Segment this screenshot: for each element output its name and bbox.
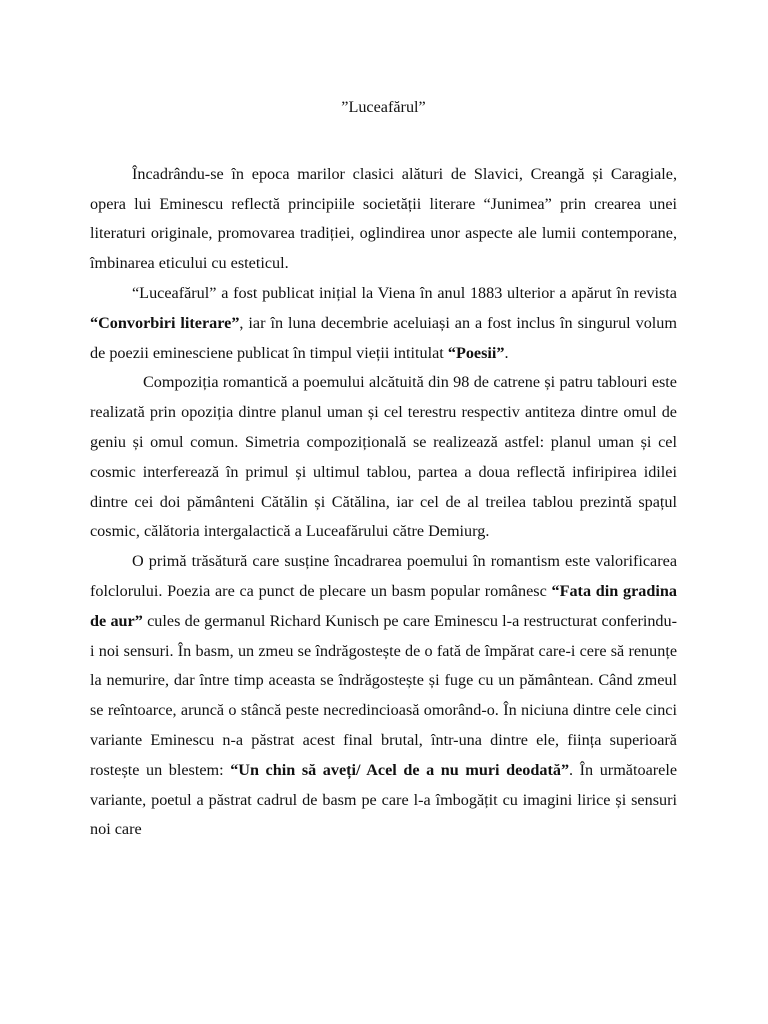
paragraph-4	[90, 547, 677, 845]
paragraph-2-text-3: .	[504, 343, 509, 362]
paragraph-2-text-1: “Luceafărul” a fost publicat inițial la Viena în anul 1883 ulterior a apărut în revista	[132, 283, 677, 302]
paragraph-1: Încadrându-se în epoca marilor clasici alături de Slavici, Creangă și Caragiale, opera lui Eminescu reflectă principiile societății literare “Junimea” prin crearea unei literaturi originale, promovarea tradiției, oglindirea unor aspecte ale lumii contemporane, îmbinarea eticului cu esteticul.	[90, 164, 677, 273]
paragraph-4-text-2: cules de germanul Richard Kunisch pe care Eminescu l-a restructurat conferindu-i noi sensuri. În basm, un zmeu se îndrăgostește de o fată de împărat care-i cere să renunțe la nemurire, dar între timp aceasta se îndrăgostește și fuge cu un pământean. Când zmeul se reîntoarce, aruncă o stâncă peste necredincioasă omorând-o. În niciuna dintre cele cinci variante Eminescu n-a păstrat acest final brutal, într-una dintre ele, ființa superioară rostește un blestem:	[90, 611, 678, 779]
paragraph-2-bold-convorbiri: “Convorbiri literare”	[90, 313, 240, 332]
paragraph-4-text-1: O primă trăsătură care susține încadrarea poemului în romantism este valorificarea folclorului. Poezia are ca punct de plecare un basm popular românesc	[90, 552, 677, 600]
document-title: ”Luceafărul”	[341, 98, 426, 116]
paragraph-2-bold-poesii: “Poesii”	[447, 343, 505, 362]
paragraph-4-bold-fata: “Fata din gradina de aur”	[90, 581, 677, 630]
paragraph-3: Compoziția romantică a poemului alcătuită din 98 de catrene și patru tablouri este realizată prin opoziția dintre planul uman și cel terestru respectiv antiteza dintre omul de geniu și omul comun. Simetria compozițională se realizează astfel: planul uman și cel cosmic interferează în primul și ultimul tablou, partea a doua reflectă infiripirea idilei dintre cei doi pământeni Cătălin și Cătălina, iar cel de al treilea tablou prezintă spațul cosmic, călătoria intergalactică a Luceafărului către Demiurg.	[90, 373, 677, 541]
paragraph-4-bold-blestem: “Un chin să aveți/ Acel de a nu muri deodată”	[230, 760, 570, 779]
paragraph-2	[90, 279, 677, 368]
paragraph-2-text-2: , iar în luna decembrie aceluiași an a fost inclus în singurul volum de poezii eminesciene publicat în timpul vieții intitulat	[90, 313, 677, 362]
paragraph-4-text-3: . În următoarele variante, poetul a păstrat cadrul de basm pe care l-a îmbogățit cu imagini lirice și sensuri noi care	[90, 760, 678, 839]
document-body	[90, 93, 677, 845]
